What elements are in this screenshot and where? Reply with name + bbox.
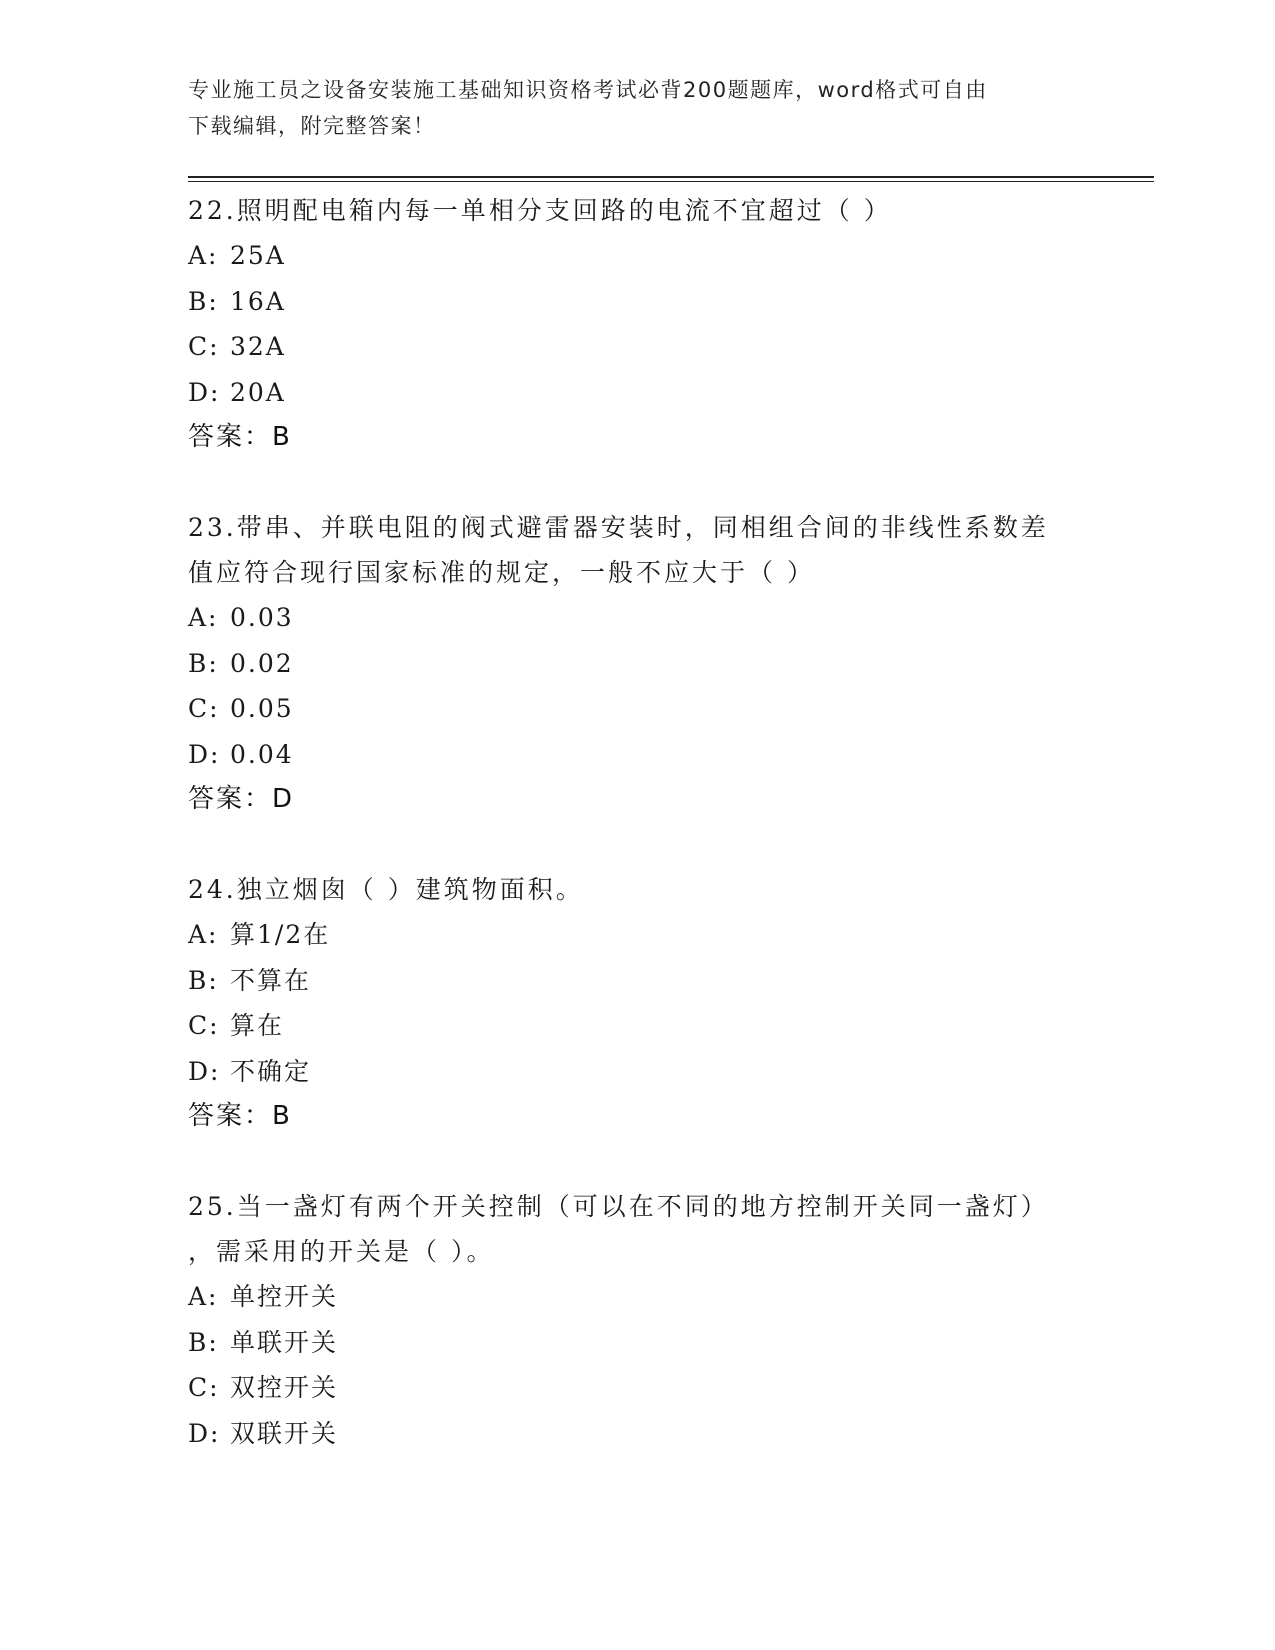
question-text-line: ，需采用的开关是（ ）。 [188, 1237, 495, 1266]
document-header [188, 72, 1068, 144]
option-text: 算在 [230, 1011, 285, 1040]
answer-option [188, 370, 1088, 416]
answer-value: B [272, 422, 292, 452]
option-text: 双控开关 [230, 1373, 339, 1402]
answer-option [188, 595, 1088, 641]
option-letter: A: [188, 603, 219, 632]
answer-value: B [272, 1101, 292, 1131]
option-letter: C: [188, 694, 220, 723]
answer-option [188, 1274, 1088, 1320]
question-text-line: 22.照明配电箱内每一单相分支回路的电流不宜超过（ ） [188, 196, 892, 225]
option-text: 双联开关 [230, 1418, 339, 1448]
answer-option [188, 958, 1088, 1004]
option-text: 不确定 [230, 1056, 312, 1086]
question-item [188, 1184, 1088, 1456]
answer-option [188, 233, 1088, 279]
answer-line [188, 777, 1088, 822]
answer-option [188, 912, 1088, 958]
question-text-line: 25.当一盏灯有两个开关控制（可以在不同的地方控制开关同一盏灯） [188, 1192, 1049, 1221]
option-letter: C: [188, 1011, 220, 1040]
option-text: 不算在 [230, 965, 312, 995]
option-text: 32A [230, 332, 286, 361]
option-text: 0.05 [230, 694, 294, 723]
option-letter: C: [188, 332, 220, 361]
header-line-2: 下载编辑，附完整答案！ [188, 114, 436, 138]
question-text-line: 24.独立烟囱（ ）建筑物面积。 [188, 875, 584, 904]
option-letter: B: [188, 965, 219, 995]
option-text: 20A [230, 377, 286, 407]
option-text: 0.04 [230, 739, 294, 769]
answer-line [188, 415, 1088, 460]
answer-option [188, 324, 1088, 370]
option-letter: B: [188, 1327, 219, 1357]
answer-label: 答案： [188, 422, 273, 452]
answer-option [188, 279, 1088, 325]
answer-value: D [272, 784, 295, 814]
answer-option [188, 1320, 1088, 1366]
answer-label: 答案： [188, 784, 273, 814]
option-letter: B: [188, 648, 219, 678]
option-text: 算1/2在 [230, 920, 331, 949]
question-item [188, 188, 1088, 460]
answer-option [188, 1049, 1088, 1095]
option-letter: A: [188, 1282, 219, 1311]
option-text: 0.02 [230, 648, 294, 678]
question-text-line: 23.带串、并联电阻的阀式避雷器安装时，同相组合间的非线性系数差 [188, 513, 1049, 542]
answer-option [188, 1365, 1088, 1411]
option-letter: D: [188, 739, 221, 769]
answer-option [188, 641, 1088, 687]
question-item [188, 867, 1088, 1139]
answer-option [188, 1411, 1088, 1457]
option-text: 25A [230, 241, 286, 270]
option-letter: D: [188, 377, 221, 407]
answer-option [188, 686, 1088, 732]
option-text: 单控开关 [230, 1282, 339, 1311]
answer-label: 答案： [188, 1101, 273, 1131]
header-line-1: 专业施工员之设备安装施工基础知识资格考试必背200题题库，word格式可自由 [188, 78, 988, 102]
option-letter: D: [188, 1418, 221, 1448]
header-divider-thin [188, 181, 1154, 182]
option-letter: C: [188, 1373, 220, 1402]
option-text: 16A [230, 286, 286, 316]
answer-option [188, 1003, 1088, 1049]
option-letter: B: [188, 286, 219, 316]
answer-option [188, 732, 1088, 778]
answer-line [188, 1094, 1088, 1139]
option-letter: A: [188, 920, 219, 949]
question-list [188, 188, 1088, 1501]
option-letter: A: [188, 241, 219, 270]
header-divider-thick [188, 176, 1154, 178]
option-letter: D: [188, 1056, 221, 1086]
question-item [188, 505, 1088, 822]
question-text-line: 值应符合现行国家标准的规定，一般不应大于（ ） [188, 558, 815, 587]
option-text: 单联开关 [230, 1327, 339, 1357]
option-text: 0.03 [230, 603, 294, 632]
